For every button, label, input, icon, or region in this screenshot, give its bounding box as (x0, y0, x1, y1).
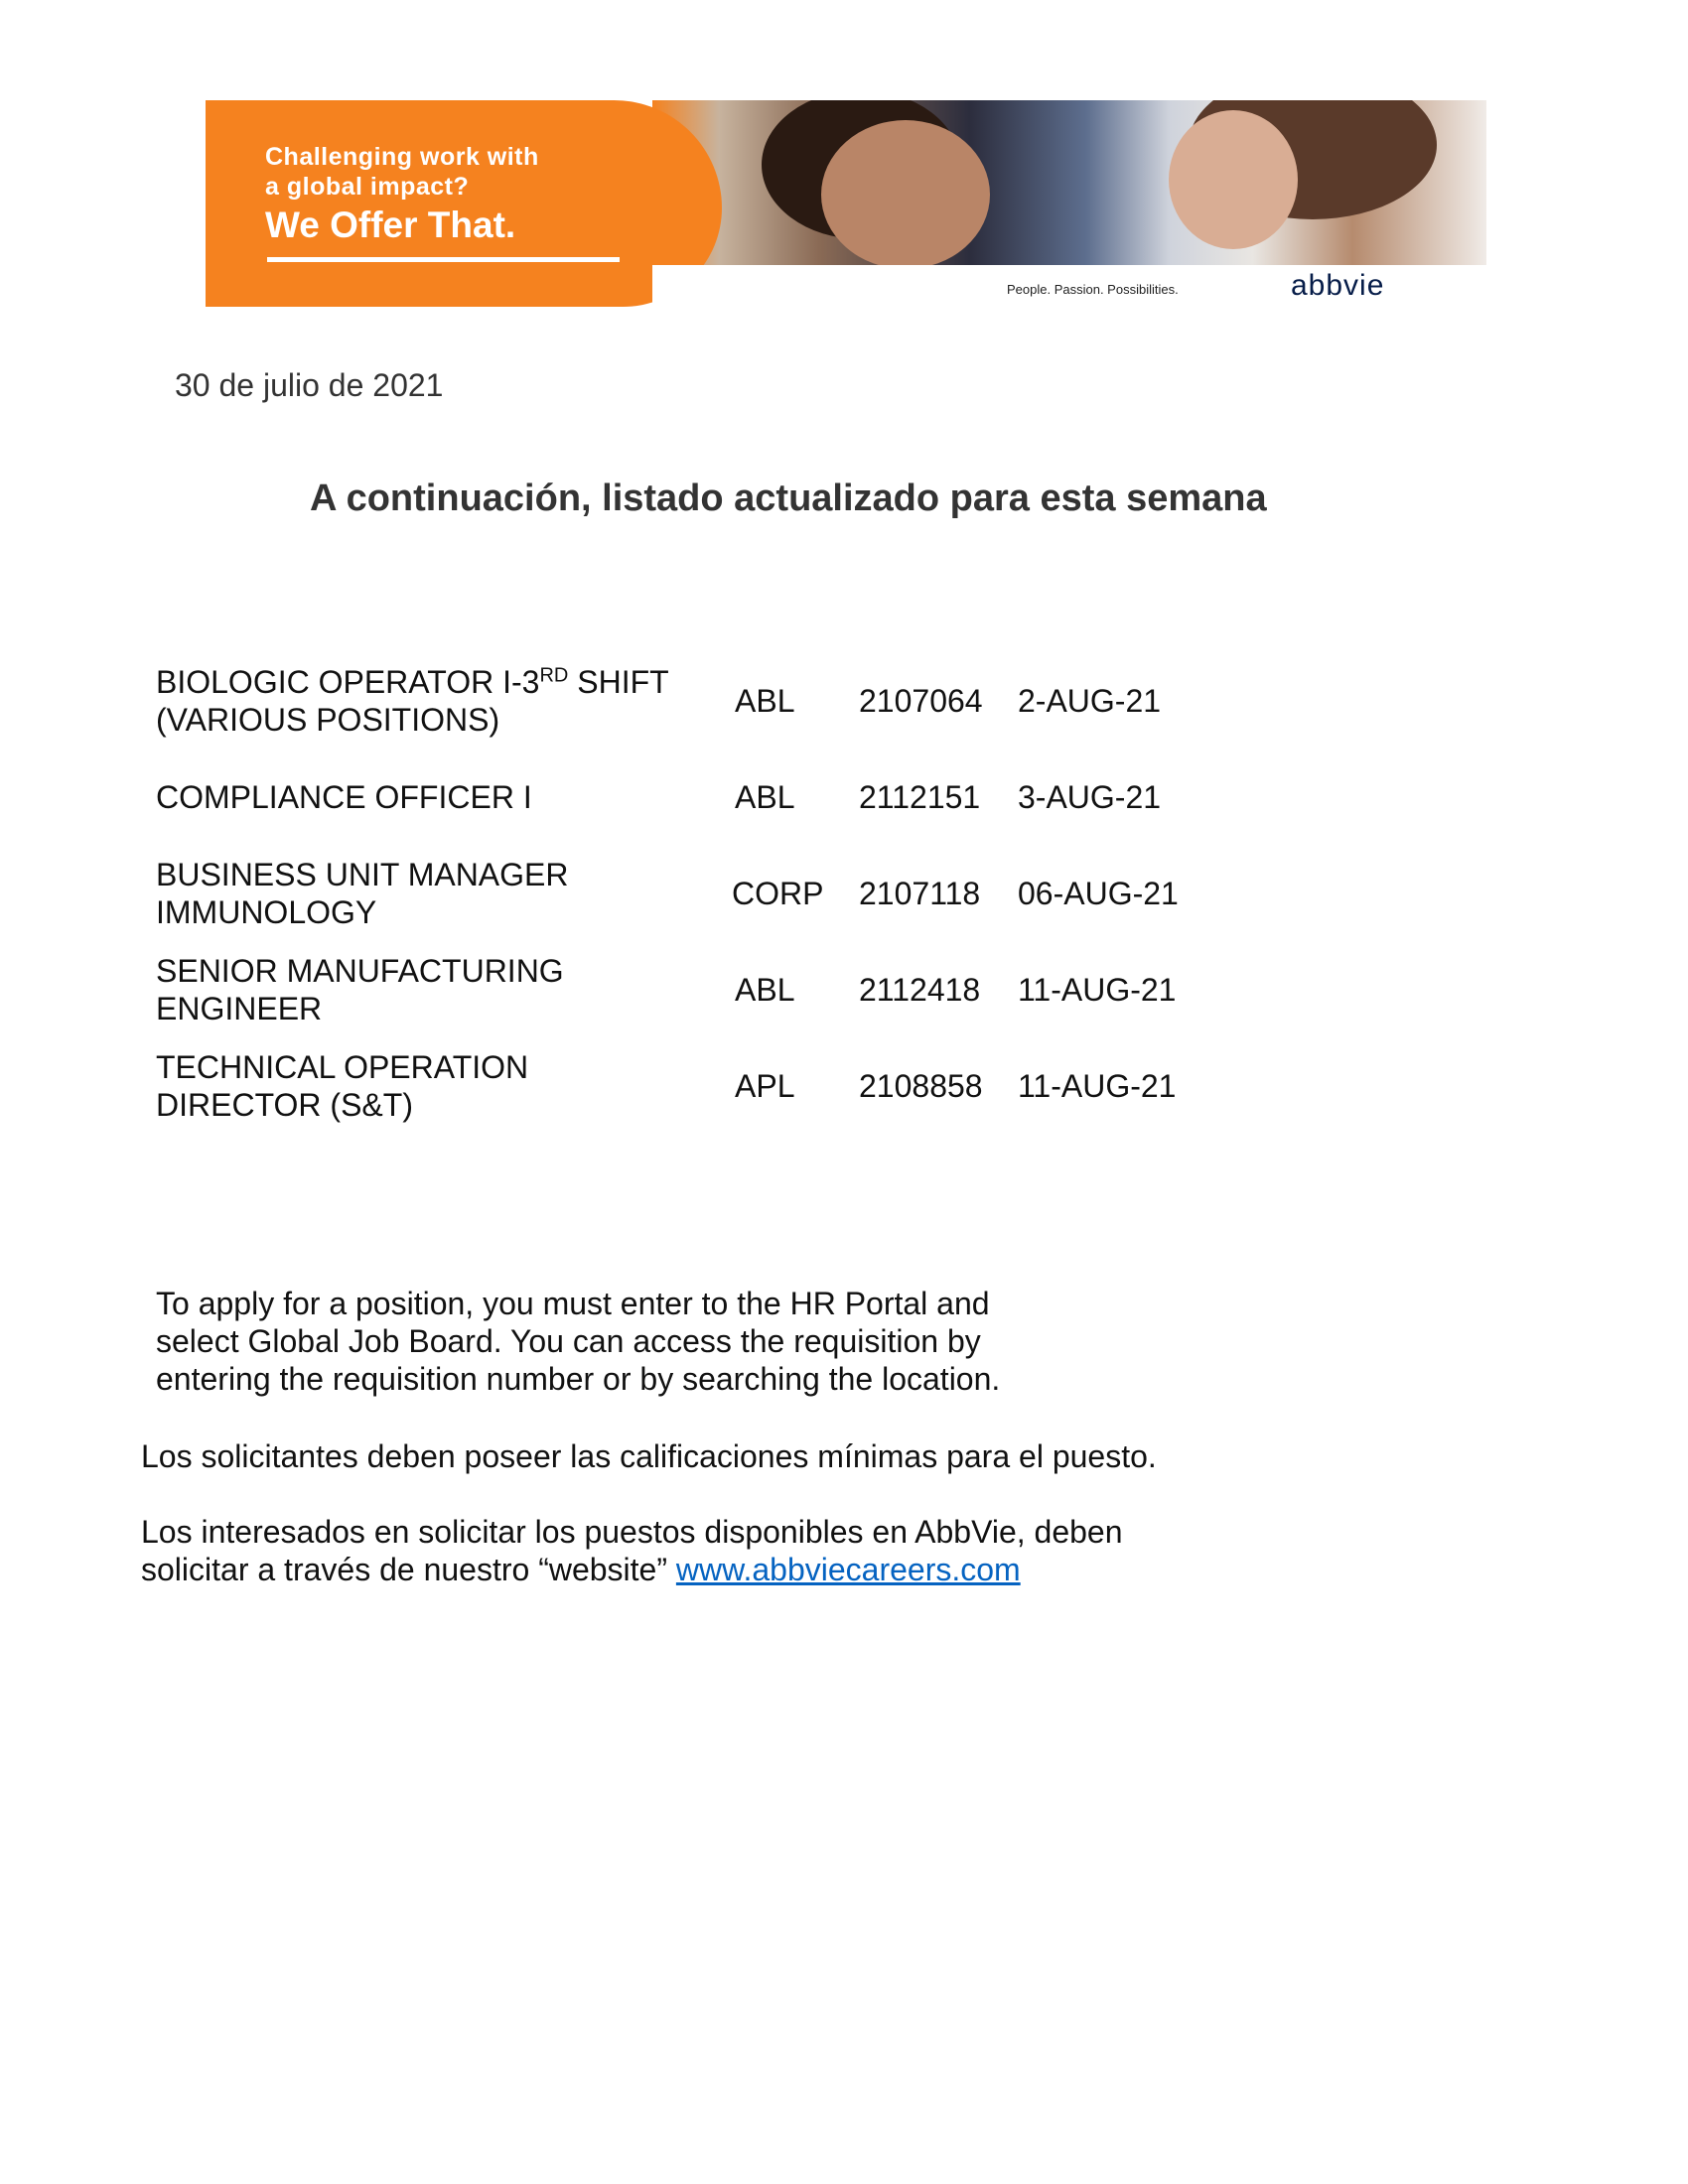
job-title-superscript: RD (539, 664, 569, 687)
job-title (156, 1048, 712, 1124)
job-date: 3-AUG-21 (1018, 779, 1162, 815)
apply-line: entering the requisition number or by searching the location. (156, 1361, 1001, 1397)
banner-tagline (265, 142, 662, 202)
banner-slogan: People. Passion. Possibilities. (1007, 282, 1179, 297)
job-requisition: 2107064 (859, 683, 983, 719)
job-title-line1: TECHNICAL OPERATION (156, 1049, 529, 1085)
job-site-code: ABL (735, 683, 795, 719)
job-site-code: ABL (735, 972, 795, 1008)
careers-link[interactable]: www.abbviecareers.com (675, 1552, 1021, 1587)
website-note-line1: Los interesados en solicitar los puestos disponibles en AbbVie, deben (141, 1514, 1123, 1550)
job-date: 06-AUG-21 (1018, 876, 1179, 911)
job-title-part: BIOLOGIC OPERATOR I-3 (156, 664, 540, 700)
page-title: A continuación, listado actualizado para esta semana (310, 478, 1267, 519)
qualifications-note: Los solicitantes deben poseer las calificaciones mínimas para el puesto. (141, 1438, 1157, 1474)
banner-headline: We Offer That. (265, 205, 516, 245)
job-date: 11-AUG-21 (1018, 972, 1177, 1008)
banner-orange-panel (206, 100, 722, 307)
job-date: 11-AUG-21 (1018, 1068, 1177, 1104)
job-title-line2: ENGINEER (156, 991, 323, 1026)
job-title-line1: BUSINESS UNIT MANAGER (156, 857, 569, 892)
job-requisition: 2112151 (859, 779, 981, 815)
banner-tagline-line2: a global impact? (265, 173, 470, 201)
website-note-line2 (141, 1551, 1432, 1588)
job-title (156, 663, 712, 739)
photo-shape (821, 120, 990, 269)
banner-photo (652, 100, 1486, 265)
job-title-line1: SENIOR MANUFACTURING (156, 953, 564, 989)
job-site-code: APL (735, 1068, 795, 1104)
job-site-code: ABL (735, 779, 795, 815)
job-title-part: SHIFT (568, 664, 669, 700)
job-site-code: CORP (732, 876, 824, 911)
job-requisition: 2108858 (859, 1068, 983, 1104)
job-requisition: 2107118 (859, 876, 981, 911)
banner-tagline-line1: Challenging work with (265, 143, 539, 171)
website-note-prefix: solicitar a través de nuestro “website” (141, 1552, 676, 1587)
document-date: 30 de julio de 2021 (175, 367, 444, 403)
job-title-line2: (VARIOUS POSITIONS) (156, 702, 500, 738)
banner (206, 100, 1486, 307)
apply-instructions (156, 1285, 1129, 1398)
abbvie-logo: abbvie (1291, 269, 1385, 302)
website-note (141, 1513, 1432, 1588)
job-requisition: 2112418 (859, 972, 981, 1008)
job-title (156, 952, 712, 1027)
job-title: COMPLIANCE OFFICER I (156, 779, 532, 815)
photo-shape (1169, 110, 1298, 249)
job-date: 2-AUG-21 (1018, 683, 1162, 719)
apply-line: To apply for a position, you must enter to the HR Portal and (156, 1286, 990, 1321)
job-title-line2: IMMUNOLOGY (156, 894, 377, 930)
job-title-line2: DIRECTOR (S&T) (156, 1087, 413, 1123)
apply-line: select Global Job Board. You can access the requisition by (156, 1323, 981, 1359)
banner-underline (267, 257, 620, 262)
job-title (156, 856, 712, 931)
